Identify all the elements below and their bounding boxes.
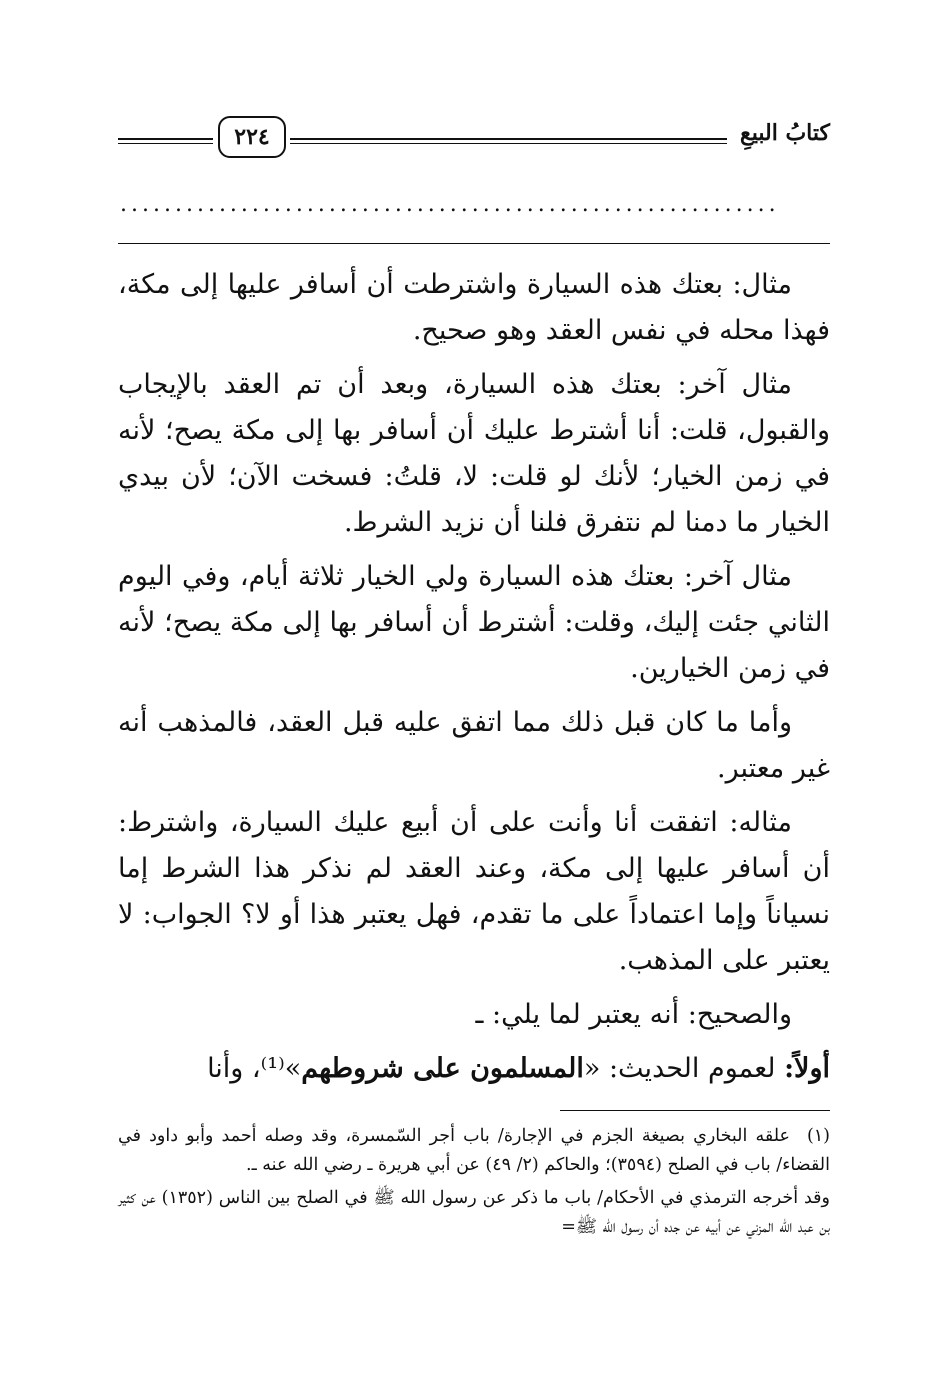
paragraph: مثال آخر: بعتك هذه السيارة ولي الخيار ثلاثة أيام، وفي اليوم الثاني جئت إليك، وقلت: أشترط أن أسافر بها إلى مكة يصح؛ لأنه في زمن الخيارين. xyxy=(118,561,830,684)
paragraph: مثاله: اتفقت أنا وأنت على أن أبيع عليك السيارة، واشترط: أن أسافر عليها إلى مكة، وعند العقد لم نذكر هذا الشرط إما نسياناً وإما اعتماداً على ما تقدم، فهل يعتبر هذا أو لا؟ الجواب: لا يعتبر على المذهب. xyxy=(118,807,830,976)
text-after-hadith: »⁽¹⁾، وأنا xyxy=(207,1053,302,1084)
hadith-quote: المسلمون على شروطهم xyxy=(301,1053,584,1084)
paragraph-last xyxy=(118,1046,830,1092)
footnote-number: (١) xyxy=(806,1126,830,1146)
header-rule-left xyxy=(118,138,213,144)
footnote-continuation: وقد أخرجه الترمذي في الأحكام/ باب ما ذكر عن رسول الله ﷺ في الصلح بين الناس (١٣٥٢) عن كثير بن عبد الله المزني عن أبيه عن جده أن رسول الله ﷺ= xyxy=(118,1188,830,1237)
lead-word: أولاً: xyxy=(784,1053,830,1084)
footnote-rule xyxy=(560,1110,830,1111)
page-number-box xyxy=(218,116,286,158)
book-title: كتابُ البيعِ xyxy=(740,120,830,146)
paragraph: مثال: بعتك هذه السيارة واشترطت أن أسافر عليها إلى مكة، فهذا محله في نفس العقد وهو صحيح. xyxy=(118,269,830,346)
dotted-separator: ............................................................ xyxy=(120,192,780,217)
footnote-1 xyxy=(118,1122,830,1180)
header-rule-right xyxy=(290,138,727,144)
footnotes xyxy=(118,1122,830,1246)
paragraph: والصحيح: أنه يعتبر لما يلي: ـ xyxy=(475,999,792,1030)
main-text xyxy=(118,262,830,1100)
paragraph: وأما ما كان قبل ذلك مما اتفق عليه قبل العقد، فالمذهب أنه غير معتبر. xyxy=(118,707,830,784)
footnote-text: علقه البخاري بصيغة الجزم في الإجارة/ باب أجر السّمسرة، وقد وصله أحمد وأبو داود في القضاء/ باب في الصلح (٣٥٩٤)؛ والحاكم (٢/ ٤٩) عن أبي هريرة ـ رضي الله عنه ـ. xyxy=(118,1126,830,1175)
page-number: ٢٢٤ xyxy=(234,124,270,150)
paragraph: مثال آخر: بعتك هذه السيارة، وبعد أن تم العقد بالإيجاب والقبول، قلت: أنا أشترط عليك أن أسافر بها إلى مكة يصح؛ لأنه في زمن الخيار؛ لأنك لو قلت: لا، قلتُ: فسخت الآن؛ لأن بيدي الخيار ما دمنا لم نتفرق فلنا أن نزيد الشرط. xyxy=(118,369,830,538)
text-before-hadith: لعموم الحديث: « xyxy=(583,1053,785,1084)
separator-rule xyxy=(118,243,830,244)
page-header xyxy=(118,112,830,168)
